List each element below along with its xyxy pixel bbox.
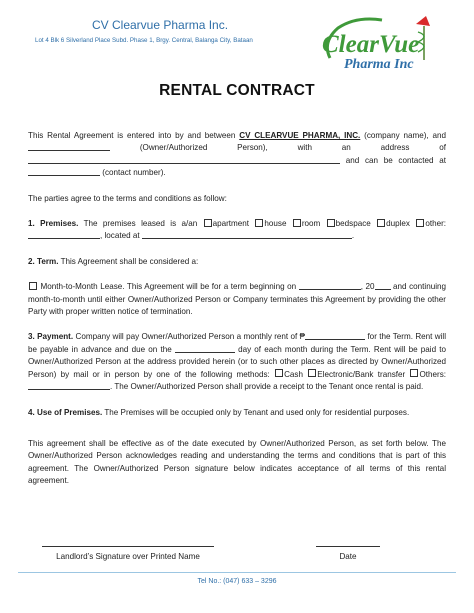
company-underlined: CV CLEARVUE PHARMA, INC. [239,131,361,140]
others-method-blank[interactable] [28,381,110,390]
checkbox-other[interactable] [416,219,424,227]
checkbox-others[interactable] [410,369,418,377]
premises-text: The premises leased is a/an [83,219,198,229]
logo-text-top: ClearVue [322,31,420,58]
intro-paragraph [28,130,446,180]
checkbox-month-to-month[interactable] [29,282,37,290]
owner-name-blank[interactable] [28,142,110,151]
footer-phone: Tel No.: (047) 633 – 3296 [197,578,277,585]
method-others: Others: [419,369,447,379]
located-text: , located at [100,231,140,241]
option-label: house [264,219,287,229]
address-blank[interactable] [28,155,340,164]
payment-text: Company will pay Owner/Authorized Person a monthly rent of ₱ [75,332,306,342]
year-blank[interactable] [375,281,391,290]
payment-text: day of each month during the Term. Rent will be paid to Owner/Authorized Person at the address provided herein (or to such other places as directed by Owner/Authorized Person) by mail or in person by one of the following methods: [28,344,447,379]
option-label: apartment [212,219,250,229]
checkbox-bedspace[interactable] [327,219,335,227]
contact-blank[interactable] [28,167,100,176]
contract-body [28,130,446,488]
term-text: This Agreement shall be considered a: [60,256,199,266]
premises-heading: 1. Premises. [28,219,79,229]
company-logo [312,14,452,76]
rent-amount-blank[interactable] [305,331,365,340]
term-heading: 2. Term. [28,256,59,266]
option-label: room [301,219,321,229]
agree-text: The parties agree to the terms and conditions as follow: [28,193,227,203]
payment-text: . The Owner/Authorized Person shall provide a receipt to the Tenant once rental is paid. [110,382,424,392]
landlord-signature-label: Landlord’s Signature over Printed Name [56,552,200,561]
option-label: other: [425,219,447,229]
intro-text: (contact number). [102,168,166,178]
checkbox-room[interactable] [293,219,301,227]
intro-text: and can be contacted at [345,155,446,165]
logo-text-bottom: Pharma Inc [344,57,414,72]
checkbox-apartment[interactable] [204,219,212,227]
payment-section [28,331,446,393]
document-title: RENTAL CONTRACT [159,82,315,99]
option-label: bedspace [335,219,371,229]
m2m-text-2: continuing month-to-month until either Owner/Authorized Person or Company terminates this Agreement by providing the other Party with proper written notice of termination. [28,282,447,317]
use-text: The Premises will be occupied only by Tenant and used only for residential purposes. [104,407,410,417]
premises-section: 1. Premises. The premises leased is a/an apartment house room bedspace duplex other: , located at . [28,219,447,241]
checkbox-duplex[interactable] [377,219,385,227]
intro-text: (Owner/Authorized Person), with an address of [139,143,447,153]
landlord-signature-line[interactable] [42,546,214,547]
method-cash: Cash [284,369,303,379]
use-heading: 4. Use of Premises. [28,407,103,417]
m2m-and: and [393,282,407,292]
company-address: Lot 4 Blk 6 Silverland Place Subd. Phase 1, Brgy. Central, Balanga City, Bataan [35,37,253,44]
intro-text: (company name), and [364,131,447,140]
year-prefix: , 20 [360,282,375,292]
footer-rule [18,572,456,573]
checkbox-cash[interactable] [275,369,283,377]
checkbox-bank-transfer[interactable] [308,369,316,377]
use-section [28,407,446,419]
option-label: duplex [386,219,410,229]
checkbox-house[interactable] [255,219,263,227]
intro-text: This Rental Agreement is entered into by and between [28,131,236,140]
start-date-blank[interactable] [299,281,361,290]
location-blank[interactable] [142,230,352,239]
payment-heading: 3. Payment. [28,332,74,342]
date-signature-line[interactable] [316,546,380,547]
date-label: Date [339,552,357,561]
month-to-month-paragraph [28,281,446,318]
m2m-text: Month-to-Month Lease. This Agreement will be for a term beginning on [40,282,297,292]
term-section [28,256,446,268]
closing-paragraph: This agreement shall be effective as of the date executed by Owner/Authorized Person, as set forth below. The Owner/Authorized Person acknowledges reading and understanding the terms and conditions that is part of this agreement. The Owner/Authorized Person signature below indicates acceptance of all terms of this rental agreement. [28,438,446,486]
payment-text: for the Term. Rent will be payable in advance and due on the [28,332,447,354]
other-premises-blank[interactable] [28,230,100,239]
company-name: CV Clearvue Pharma Inc. [92,18,229,32]
method-bank: Electronic/Bank transfer [317,369,406,379]
due-day-blank[interactable] [175,344,235,353]
